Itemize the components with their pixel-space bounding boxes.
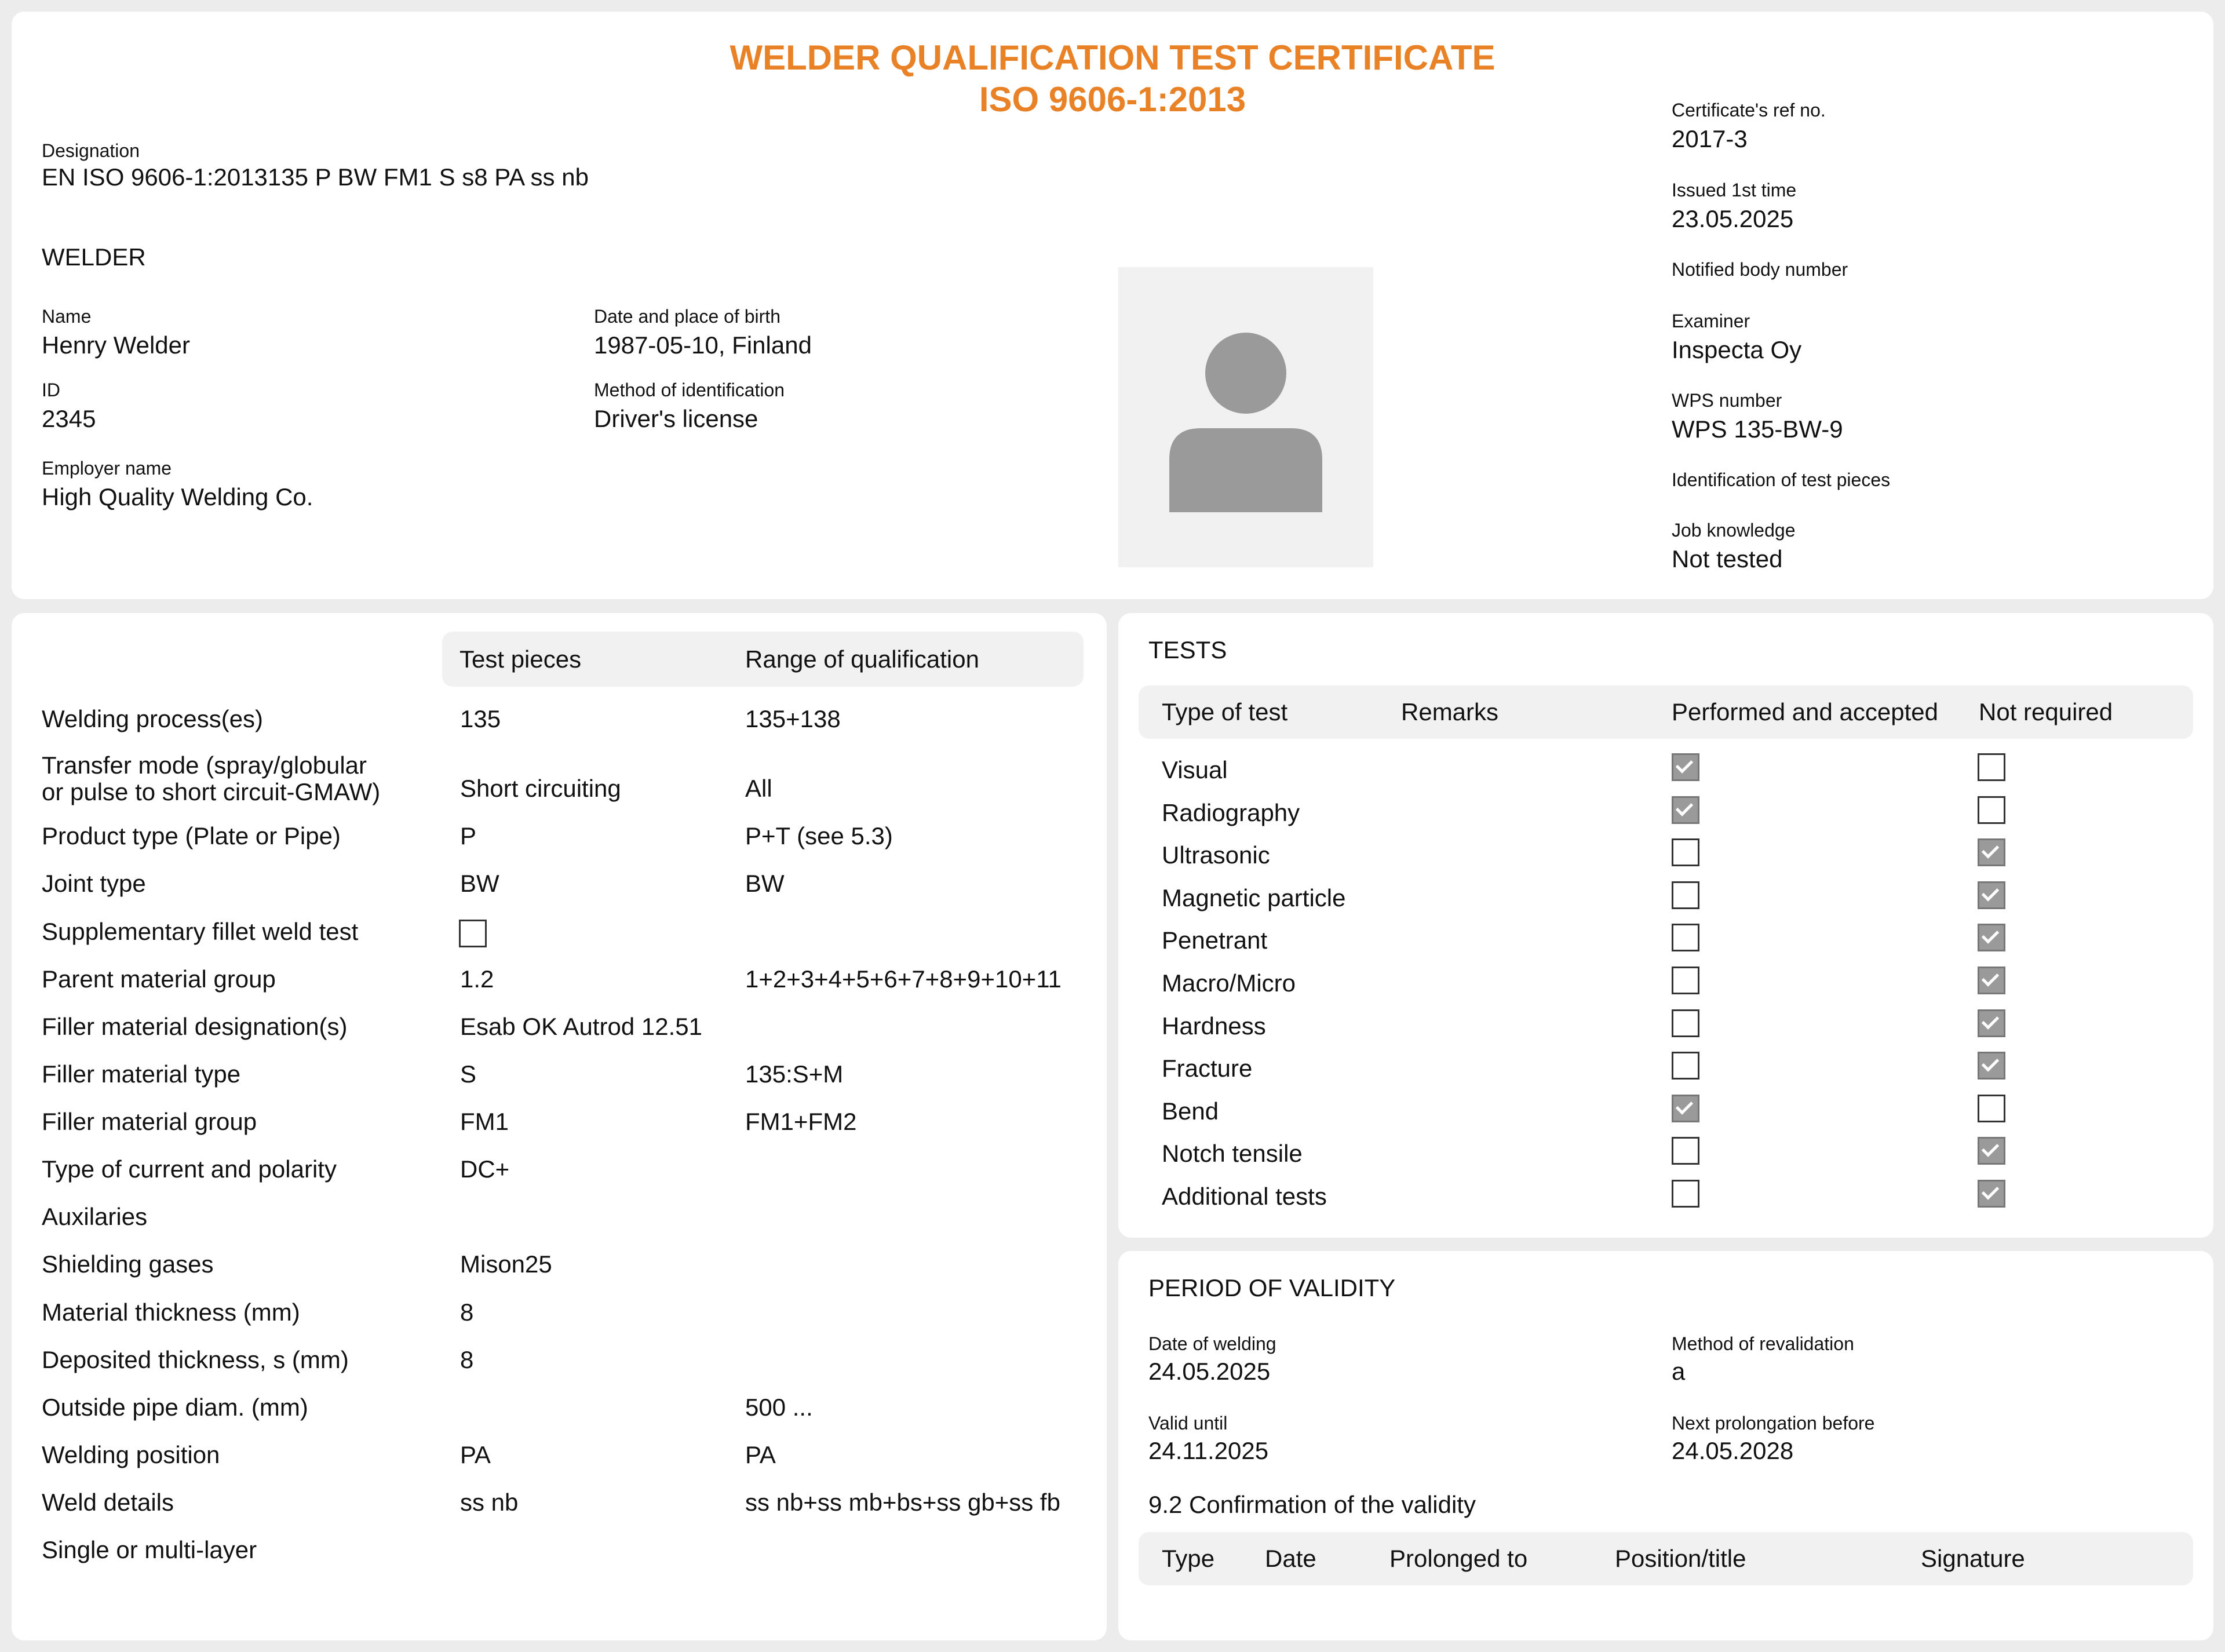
employer-label: Employer name xyxy=(42,458,172,479)
confirmation-title: 9.2 Confirmation of the validity xyxy=(1148,1491,1476,1518)
qualification-test-value: Esab OK Autrod 12.51 xyxy=(460,1013,702,1040)
qualification-test-value: S xyxy=(460,1060,477,1088)
notified-body-label: Notified body number xyxy=(1672,259,1848,280)
test-type-label: Magnetic particle xyxy=(1162,884,1346,911)
valid-until-value: 24.11.2025 xyxy=(1148,1437,1269,1464)
qualification-test-value: 1.2 xyxy=(460,965,494,993)
qualification-test-value: BW xyxy=(460,870,499,897)
qualification-test-value: PA xyxy=(460,1441,491,1468)
qualification-row-label-line: Parent material group xyxy=(42,965,276,993)
not-required-checkbox[interactable] xyxy=(1978,924,2005,951)
qualification-card xyxy=(12,613,1107,1640)
birth-value: 1987-05-10, Finland xyxy=(594,331,812,359)
performed-checkbox[interactable] xyxy=(1672,753,1699,781)
welder-photo xyxy=(1118,267,1373,567)
validity-section-title: PERIOD OF VALIDITY xyxy=(1148,1274,1396,1301)
performed-checkbox[interactable] xyxy=(1672,1095,1699,1122)
qualification-test-value: 8 xyxy=(460,1346,474,1373)
not-required-checkbox[interactable] xyxy=(1978,1052,2005,1080)
qualification-row-label-line: Material thickness (mm) xyxy=(42,1299,300,1326)
test-type-label: Bend xyxy=(1162,1097,1219,1125)
test-type-label: Radiography xyxy=(1162,799,1300,826)
qualification-range-value: FM1+FM2 xyxy=(745,1108,857,1135)
qualification-row-label xyxy=(42,1108,257,1135)
qualification-row-label-line: Auxilaries xyxy=(42,1203,148,1230)
qualification-row-label xyxy=(42,1061,240,1088)
qualification-row-label xyxy=(42,1442,220,1468)
test-pieces-id-label: Identification of test pieces xyxy=(1672,469,1891,490)
qualification-row-label xyxy=(42,706,263,732)
qualification-header xyxy=(442,632,1084,687)
performed-checkbox[interactable] xyxy=(1672,838,1699,866)
qualification-row-label-line: Deposited thickness, s (mm) xyxy=(42,1346,349,1373)
qualification-row-label-line: Weld details xyxy=(42,1489,174,1516)
qualification-range-value: P+T (see 5.3) xyxy=(745,822,893,849)
qualification-row-label xyxy=(42,1251,214,1278)
qualification-range-value: 135:S+M xyxy=(745,1060,844,1088)
col-range: Range of qualification xyxy=(745,646,979,673)
identification-label: Method of identification xyxy=(594,380,785,400)
test-type-label: Additional tests xyxy=(1162,1183,1327,1210)
qualification-row-label-line: Outside pipe diam. (mm) xyxy=(42,1394,308,1421)
confirmation-table-header xyxy=(1139,1532,2193,1585)
examiner-label: Examiner xyxy=(1672,311,1750,331)
qualification-row-label xyxy=(42,1204,147,1230)
next-prolongation-value: 24.05.2028 xyxy=(1672,1437,1794,1464)
col-remarks: Remarks xyxy=(1401,698,1499,725)
not-required-checkbox[interactable] xyxy=(1978,881,2005,909)
qualification-row-label xyxy=(42,1156,337,1183)
not-required-checkbox[interactable] xyxy=(1978,1180,2005,1208)
issued-value: 23.05.2025 xyxy=(1672,205,1794,232)
birth-label: Date and place of birth xyxy=(594,306,780,327)
tests-header xyxy=(1139,685,2193,739)
not-required-checkbox[interactable] xyxy=(1978,796,2005,824)
qualification-row-label xyxy=(42,918,358,945)
qualification-row-label-line: or pulse to short circuit-GMAW) xyxy=(42,778,381,805)
ref-value: 2017-3 xyxy=(1672,125,1748,152)
certificate-title: WELDER QUALIFICATION TEST CERTIFICATE xyxy=(729,38,1496,77)
qualification-row-label-line: Filler material designation(s) xyxy=(42,1013,348,1040)
performed-checkbox[interactable] xyxy=(1672,1137,1699,1165)
qualification-test-value: P xyxy=(460,822,477,849)
qualification-test-value: ss nb xyxy=(460,1489,519,1516)
test-type-label: Visual xyxy=(1162,756,1228,783)
qualification-row-label xyxy=(42,823,341,849)
designation-label: Designation xyxy=(42,140,140,161)
wps-value: WPS 135-BW-9 xyxy=(1672,415,1843,443)
qualification-row-label-line: Transfer mode (spray/globular xyxy=(42,752,367,779)
not-required-checkbox[interactable] xyxy=(1978,1137,2005,1165)
revalidation-value: a xyxy=(1672,1358,1686,1385)
performed-checkbox[interactable] xyxy=(1672,967,1699,994)
test-type-label: Notch tensile xyxy=(1162,1140,1303,1167)
col-conf-date: Date xyxy=(1265,1545,1316,1572)
qualification-test-value: FM1 xyxy=(460,1108,509,1135)
supplementary-fillet-checkbox[interactable] xyxy=(459,920,487,947)
col-conf-prolonged: Prolonged to xyxy=(1389,1545,1528,1572)
ref-label: Certificate's ref no. xyxy=(1672,100,1826,121)
qualification-range-value: PA xyxy=(745,1441,776,1468)
id-label: ID xyxy=(42,380,60,400)
name-label: Name xyxy=(42,306,92,327)
qualification-test-value: DC+ xyxy=(460,1155,510,1183)
identification-value: Driver's license xyxy=(594,405,758,432)
not-required-checkbox[interactable] xyxy=(1978,1009,2005,1037)
qualification-row-label xyxy=(42,752,380,805)
tests-card xyxy=(1118,613,2213,1238)
tests-section-title: TESTS xyxy=(1148,636,1227,663)
welding-date-value: 24.05.2025 xyxy=(1148,1358,1271,1385)
col-conf-type: Type xyxy=(1162,1545,1215,1572)
designation-value: EN ISO 9606-1:2013135 P BW FM1 S s8 PA ss nb xyxy=(42,163,589,191)
test-type-label: Macro/Micro xyxy=(1162,969,1296,997)
qualification-row-label xyxy=(42,1489,174,1516)
not-required-checkbox[interactable] xyxy=(1978,967,2005,994)
issued-label: Issued 1st time xyxy=(1672,180,1797,200)
qualification-row-label-line: Filler material group xyxy=(42,1108,257,1135)
test-type-label: Fracture xyxy=(1162,1055,1253,1082)
col-conf-signature: Signature xyxy=(1921,1545,2025,1572)
name-value: Henry Welder xyxy=(42,331,190,359)
qualification-range-value: ss nb+ss mb+bs+ss gb+ss fb xyxy=(745,1489,1060,1516)
qualification-row-label xyxy=(42,1347,349,1373)
person-icon xyxy=(1118,267,1373,567)
wps-label: WPS number xyxy=(1672,390,1782,411)
qualification-row-label xyxy=(42,1394,308,1421)
qualification-row-label-line: Supplementary fillet weld test xyxy=(42,918,359,945)
qualification-range-value: 1+2+3+4+5+6+7+8+9+10+11 xyxy=(745,965,1062,993)
performed-checkbox[interactable] xyxy=(1672,1180,1699,1208)
revalidation-label: Method of revalidation xyxy=(1672,1333,1854,1354)
performed-checkbox[interactable] xyxy=(1672,924,1699,951)
welding-date-label: Date of welding xyxy=(1148,1333,1276,1354)
performed-checkbox[interactable] xyxy=(1672,1052,1699,1080)
qualification-row-label-line: Filler material type xyxy=(42,1060,241,1088)
qualification-row-label-line: Product type (Plate or Pipe) xyxy=(42,822,341,849)
job-knowledge-value: Not tested xyxy=(1672,545,1783,572)
qualification-range-value: All xyxy=(745,775,772,802)
not-required-checkbox[interactable] xyxy=(1978,753,2005,781)
qualification-test-value: Short circuiting xyxy=(460,775,621,802)
qualification-row-label-line: Welding process(es) xyxy=(42,705,264,732)
qualification-row-label xyxy=(42,966,276,993)
not-required-checkbox[interactable] xyxy=(1978,1095,2005,1122)
qualification-row-label-line: Shielding gases xyxy=(42,1250,214,1278)
validity-card xyxy=(1118,1251,2213,1640)
certificate-header-card xyxy=(12,12,2213,599)
employer-value: High Quality Welding Co. xyxy=(42,483,313,510)
qualification-range-value: 500 ... xyxy=(745,1394,813,1421)
qualification-row-label-line: Joint type xyxy=(42,870,146,897)
qualification-row-label xyxy=(42,1013,348,1040)
col-conf-position: Position/title xyxy=(1615,1545,1746,1572)
qualification-row-label-line: Single or multi-layer xyxy=(42,1536,257,1563)
job-knowledge-label: Job knowledge xyxy=(1672,520,1796,541)
performed-checkbox[interactable] xyxy=(1672,881,1699,909)
title-block xyxy=(12,37,2213,121)
col-type-of-test: Type of test xyxy=(1162,698,1288,725)
qualification-row-label-line: Type of current and polarity xyxy=(42,1155,337,1183)
qualification-row-label xyxy=(42,870,146,897)
col-test-pieces: Test pieces xyxy=(459,646,582,673)
examiner-value: Inspecta Oy xyxy=(1672,336,1802,363)
welder-section-title: WELDER xyxy=(42,243,146,271)
not-required-checkbox[interactable] xyxy=(1978,838,2005,866)
certificate-standard: ISO 9606-1:2013 xyxy=(979,80,1246,119)
test-type-label: Penetrant xyxy=(1162,927,1268,954)
performed-checkbox[interactable] xyxy=(1672,796,1699,824)
qualification-test-value: Mison25 xyxy=(460,1250,552,1278)
qualification-row-label-line: Welding position xyxy=(42,1441,220,1468)
test-type-label: Ultrasonic xyxy=(1162,841,1270,869)
performed-checkbox[interactable] xyxy=(1672,1009,1699,1037)
qualification-row-label xyxy=(42,1537,257,1563)
next-prolongation-label: Next prolongation before xyxy=(1672,1413,1875,1434)
col-performed: Performed and accepted xyxy=(1672,698,1938,725)
qualification-row-label xyxy=(42,1299,300,1326)
test-type-label: Hardness xyxy=(1162,1012,1266,1040)
col-not-required: Not required xyxy=(1979,698,2113,725)
valid-until-label: Valid until xyxy=(1148,1413,1228,1434)
qualification-range-value: 135+138 xyxy=(745,705,841,732)
qualification-range-value: BW xyxy=(745,870,785,897)
id-value: 2345 xyxy=(42,405,96,432)
qualification-test-value: 8 xyxy=(460,1299,474,1326)
qualification-test-value: 135 xyxy=(460,705,501,732)
